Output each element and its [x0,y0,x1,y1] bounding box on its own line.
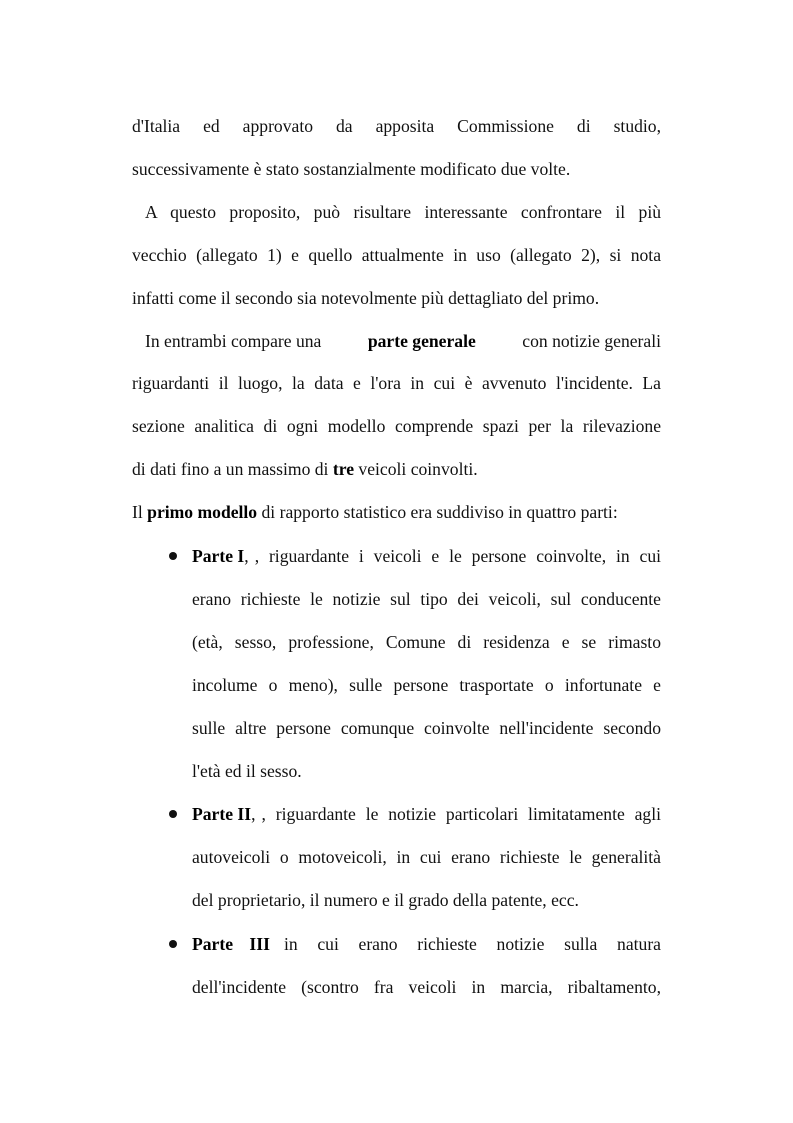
list-item-line: erano richieste le notizie sul tipo dei veicoli, sul conducente [192,589,661,609]
text-segment: di rapporto statistico era suddiviso in quattro parti: [257,502,618,522]
bold-term: primo modello [147,502,258,522]
list-item-line: autoveicoli o motoveicoli, in cui erano richieste le generalità [192,847,661,867]
paragraph-line [132,458,478,480]
text-segment: Parte II, [192,804,256,824]
list-item-line: del proprietario, il numero e il grado della patente, ecc. [192,890,579,910]
list-item-title: Parte II [192,804,252,824]
bullet-icon [169,552,177,560]
text-segment: , riguardante le notizie particolari limitatamente agli [261,804,661,824]
list-item-line [192,803,661,825]
text-segment: con notizie generali [522,331,661,351]
bold-term: tre [332,459,355,479]
list-item-title: Parte I [192,546,245,566]
list-item-line: dell'incidente (scontro fra veicoli in marcia, ribaltamento, [192,977,661,997]
bullet-icon [169,940,177,948]
list-item-line: sulle altre persone comunque coinvolte nell'incidente secondo [192,718,661,738]
text-segment: , riguardante i veicoli e le persone coinvolte, in cui [254,546,661,566]
paragraph-line [145,330,661,352]
text-segment: Il [132,502,148,522]
text-segment: In entrambi compare una [145,331,322,351]
list-item-line [192,545,661,567]
list-item-line: incolume o meno), sulle persone trasportate o infortunate e [192,675,661,695]
paragraph-line: A questo proposito, può risultare interessante confrontare il più [145,202,661,222]
paragraph-line: riguardanti il luogo, la data e l'ora in cui è avvenuto l'incidente. La [132,373,661,393]
list-item-line: l'età ed il sesso. [192,761,302,781]
bold-term: parte generale [367,331,476,351]
bullet-icon [169,810,177,818]
text-segment: Parte I, [192,546,249,566]
list-item-line [192,933,661,955]
paragraph-line: vecchio (allegato 1) e quello attualmente in uso (allegato 2), si nota [132,245,661,265]
text-segment: veicoli coinvolti. [354,459,478,479]
text-segment: di dati fino a un massimo di [132,459,333,479]
paragraph-line: d'Italia ed approvato da apposita Commissione di studio, [132,116,661,136]
paragraph-line: successivamente è stato sostanzialmente modificato due volte. [132,159,571,179]
list-item-line: (età, sesso, professione, Comune di residenza e se rimasto [192,632,661,652]
paragraph-line [132,501,618,523]
list-item-title: Parte III [192,934,270,954]
paragraph-line: sezione analitica di ogni modello comprende spazi per la rilevazione [132,416,661,436]
text-segment: in cui erano richieste notizie sulla natura [283,934,661,954]
paragraph-line: infatti come il secondo sia notevolmente più dettagliato del primo. [132,288,600,308]
